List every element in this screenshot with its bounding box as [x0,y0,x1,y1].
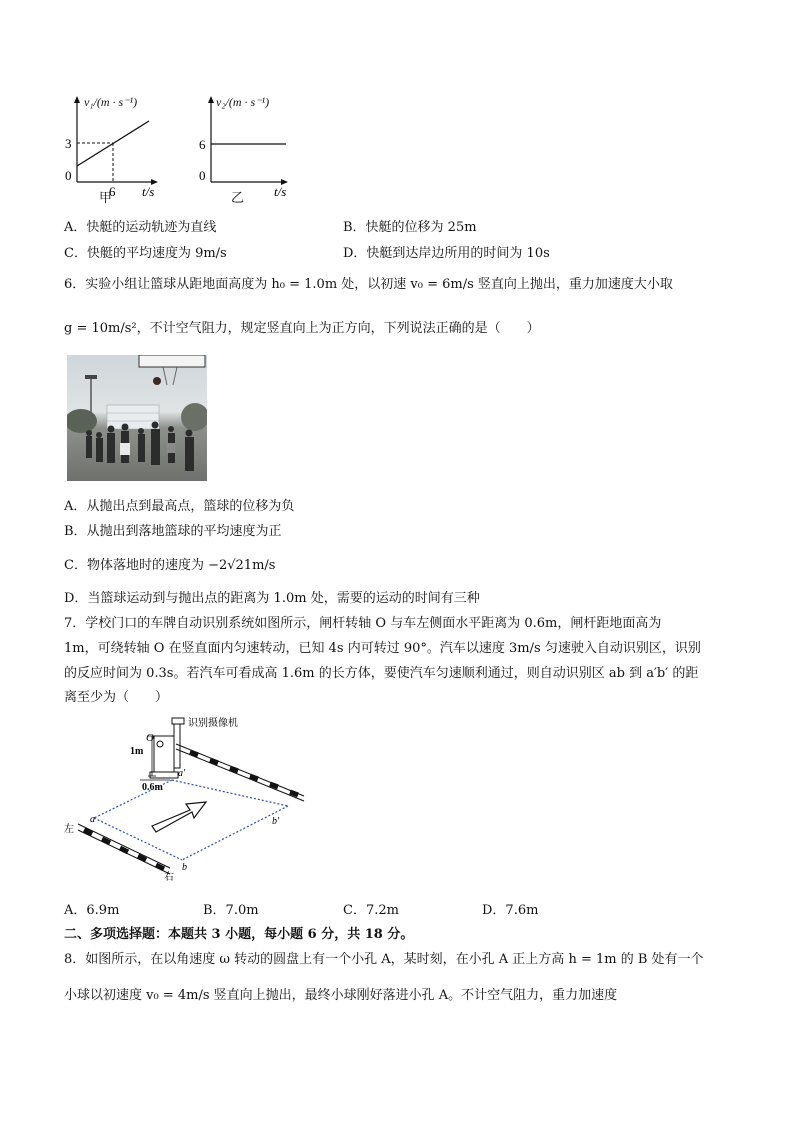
label-right: 右 [164,872,174,882]
q5-option-b: B．快艇的位移为 25m [343,220,477,235]
curb-stripes [84,830,164,869]
q6-option-b: B．从抛出到落地篮球的平均速度为正 [64,524,282,539]
basketball-photo [67,355,207,481]
q7-stem-line3: 的反应时间为 0.3s。若汽车可看成高 1.6m 的长方体，要使汽车匀速顺利通过，则自动识别区 ab 到 a′b′ 的距 [64,666,699,681]
q5-option-c: C．快艇的平均速度为 9m/s [64,246,227,261]
q6-option-d: D．当篮球运动到与抛出点的距离为 1.0m 处，需要的运动的时间有三种 [64,591,480,606]
height-label: 1m [130,746,144,757]
origin-label: 0 [65,168,72,183]
q6-option-a: A．从抛出点到最高点，篮球的位移为负 [64,499,295,514]
tick-y-6: 6 [199,137,206,152]
direction-arrow [152,802,206,832]
graph-jia-name: 甲 [99,191,113,206]
gate-box [154,736,174,774]
q7-option-c: C．7.2m [343,903,399,918]
x-axis-label: t/s [274,184,287,199]
pivot-o [157,741,163,747]
y-axis-arrow [208,96,214,103]
q5-option-d: D．快艇到达岸边所用的时间为 10s [343,246,550,261]
x-axis-label: t/s [142,184,155,199]
q5-option-a: A．快艇的运动轨迹为直线 [64,220,217,235]
section2-title: 二、多项选择题：本题共 3 小题，每小题 6 分，共 18 分。 [64,927,414,942]
width-label: 0.6m [142,782,163,793]
graph-yi-ylabel: v₂/(m · s⁻¹) [216,95,270,109]
origin-label: 0 [199,168,206,183]
tick-x-6: 6 [109,184,116,199]
pivot-label: O [146,732,154,744]
q7-stem-line4: 离至少为（ ） [64,690,169,705]
label-a2: a′ [178,768,186,779]
q7-option-d: D．7.6m [482,903,539,918]
gate-diagram [60,710,310,882]
q7-option-b: B．7.0m [203,903,259,918]
label-b: b [182,862,187,873]
y-axis-arrow [74,96,80,103]
q6-stem-line2: g = 10m/s²，不计空气阻力，规定竖直向上为正方向，下列说法正确的是（ ） [64,321,540,336]
graph-jia-ylabel: v₁/(m · s⁻¹) [84,95,138,109]
q8-stem-line1: 8．如图所示，在以角速度 ω 转动的圆盘上有一个小孔 A，某时刻，在小孔 A 正上方高 h = 1m 的 B 处有一个 [64,952,704,967]
q6-stem-line1: 6．实验小组让篮球从距地面高度为 h₀ = 1.0m 处，以初速 v₀ = 6m/s 竖直向上抛出，重力加速度大小取 [64,277,673,292]
q8-stem-line2: 小球以初速度 v₀ = 4m/s 竖直向上抛出，最终小球刚好落进小孔 A。不计空气阻力，重力加速度 [64,988,618,1003]
q6-option-c: C．物体落地时的速度为 −2√21m/s [64,558,276,573]
q7-stem-line2: 1m，可绕转轴 O 在竖直面内匀速转动，已知 4s 内可转过 90°。汽车以速度 3m/s 匀速驶入自动识别区，识别 [64,641,701,656]
q7-option-a: A．6.9m [64,903,120,918]
barrier-stripes [190,752,298,795]
label-a: a [90,814,95,825]
camera-label: 识别摄像机 [188,718,238,729]
label-left: 左 [64,824,74,835]
label-b2: b′ [272,816,280,827]
graph-yi-name: 乙 [231,191,245,206]
q7-stem-line1: 7．学校门口的车牌自动识别系统如图所示，闸杆转轴 O 与车左侧面水平距离为 0.6m，闸杆距地面高为 [64,616,662,631]
camera-icon [172,718,184,724]
tick-y-3: 3 [65,136,72,151]
